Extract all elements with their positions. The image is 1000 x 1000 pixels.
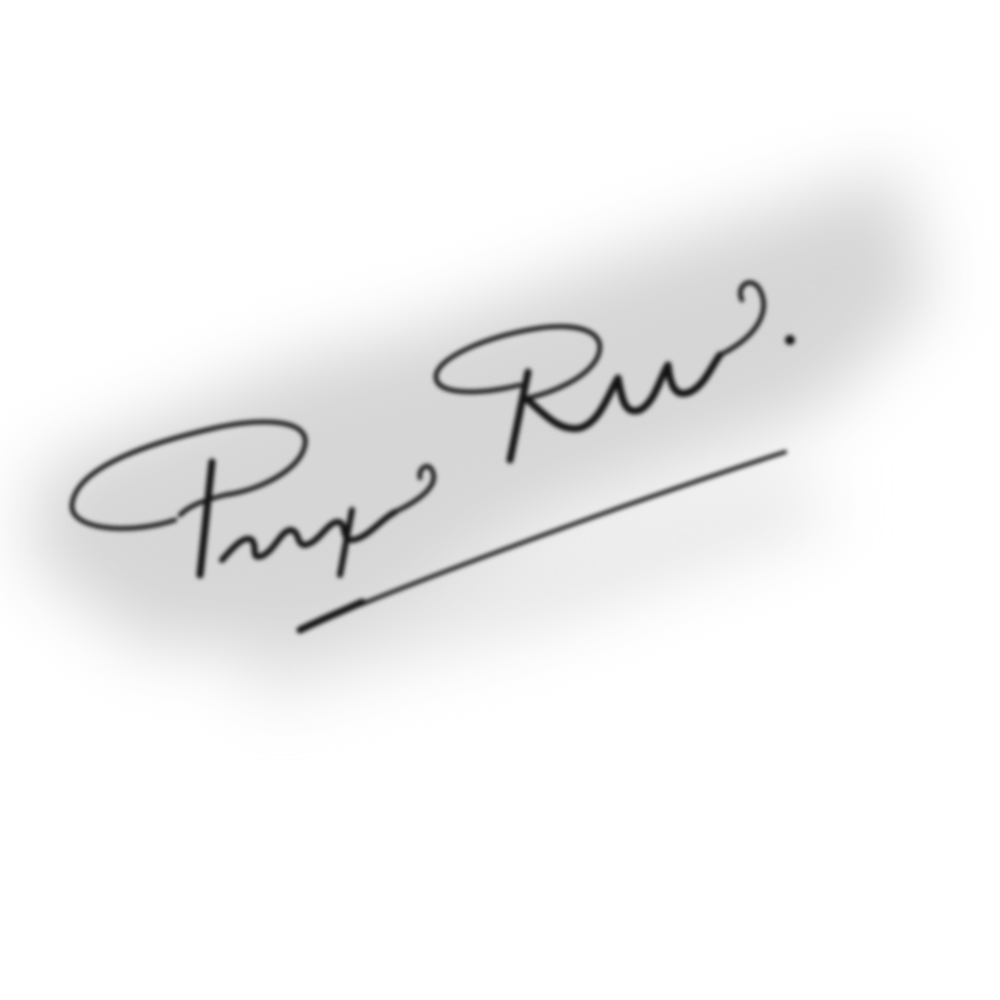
signature-stroke-final-curl — [720, 283, 764, 355]
signature-stroke-second-loop — [436, 327, 600, 398]
signature-stroke-second-run — [528, 355, 720, 429]
signature-stroke-period — [785, 335, 795, 345]
signature-stroke-lowercase-run — [222, 512, 395, 560]
signature-stroke-s-curl — [395, 466, 434, 512]
signature-stroke-stem — [200, 462, 212, 575]
signature-stroke-underline — [300, 452, 785, 630]
signature-stroke-initial-loop — [72, 422, 305, 529]
signature-stroke-underline-head — [300, 602, 362, 630]
